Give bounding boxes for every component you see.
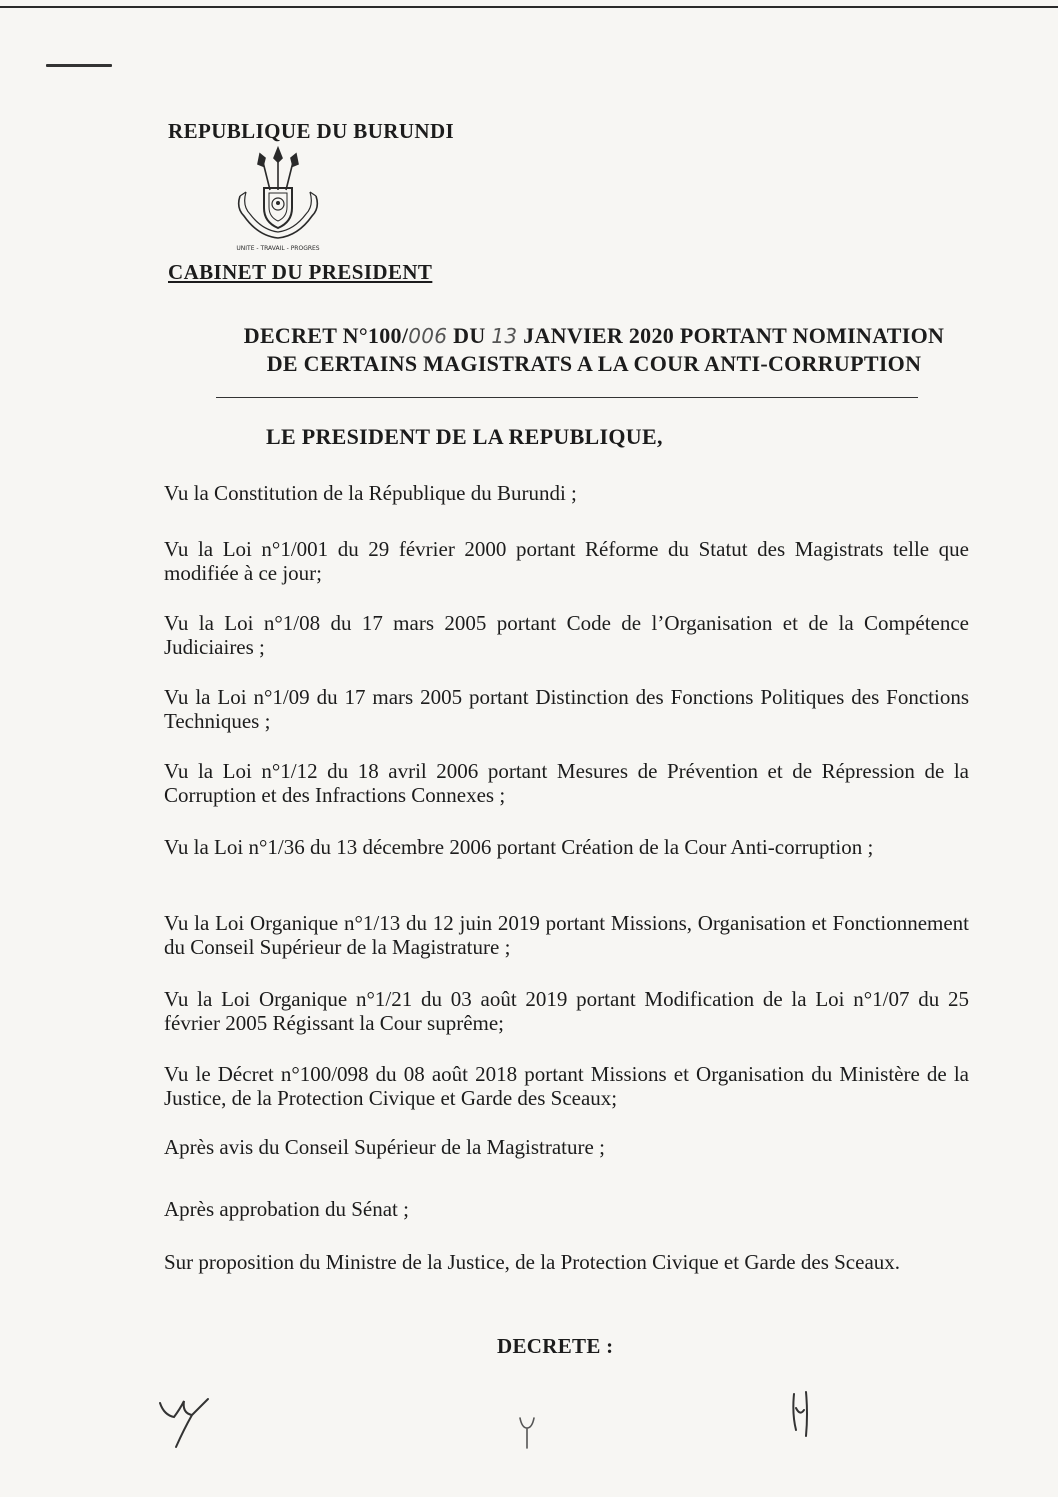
decree-title-line-1 [170, 322, 1018, 350]
handwritten-decree-day: 13 [491, 324, 518, 348]
scan-top-edge [0, 6, 1058, 8]
visa-paragraph: Sur proposition du Ministre de la Justice, de la Protection Civique et Garde des Sceaux. [164, 1250, 901, 1274]
decree-title-suffix: JANVIER 2020 PORTANT NOMINATION [517, 323, 945, 348]
handwritten-decree-number: 006 [408, 324, 448, 348]
burundi-coat-of-arms-icon [226, 146, 330, 254]
decree-title [170, 322, 1018, 378]
emblem-motto: UNITE - TRAVAIL - PROGRES [236, 245, 320, 252]
paraphe-signature-right [786, 1388, 820, 1442]
paraphe-signature-left [154, 1395, 214, 1451]
decree-title-prefix: DECRET N°100/ [243, 323, 409, 348]
visa-paragraph: Vu la Loi n°1/08 du 17 mars 2005 portant Code de l’Organisation et de la Compétence Judiciaires ; [164, 611, 969, 659]
visa-paragraph: Après approbation du Sénat ; [164, 1197, 409, 1221]
visa-paragraph: Vu la Loi n°1/36 du 13 décembre 2006 portant Création de la Cour Anti-corruption ; [164, 835, 874, 859]
visa-paragraph: Vu la Loi n°1/12 du 18 avril 2006 portant Mesures de Prévention et de Répression de la Corruption et des Infractions Connexes ; [164, 759, 969, 807]
republic-heading: REPUBLIQUE DU BURUNDI [168, 119, 455, 143]
cabinet-heading: CABINET DU PRESIDENT [168, 260, 433, 284]
visa-paragraph: Vu la Loi Organique n°1/21 du 03 août 2019 portant Modification de la Loi n°1/07 du 25 février 2005 Régissant la Cour suprême; [164, 987, 969, 1035]
decree-title-du: DU [447, 323, 492, 348]
title-rule [216, 397, 918, 398]
decrete-heading: DECRETE : [497, 1334, 614, 1358]
president-heading: LE PRESIDENT DE LA REPUBLIQUE, [266, 424, 663, 449]
margin-dash-mark [46, 64, 112, 67]
visa-paragraph: Vu la Constitution de la République du Burundi ; [164, 481, 577, 505]
visa-paragraph: Après avis du Conseil Supérieur de la Magistrature ; [164, 1135, 605, 1159]
visa-paragraph: Vu la Loi Organique n°1/13 du 12 juin 2019 portant Missions, Organisation et Fonctionnement du Conseil Supérieur de la Magistrature ; [164, 911, 969, 959]
decree-title-line-2: DE CERTAINS MAGISTRATS A LA COUR ANTI-CORRUPTION [266, 351, 922, 376]
visa-paragraph: Vu la Loi n°1/09 du 17 mars 2005 portant Distinction des Fonctions Politiques des Fonctions Techniques ; [164, 685, 969, 733]
visa-paragraph: Vu le Décret n°100/098 du 08 août 2018 portant Missions et Organisation du Ministère de la Justice, de la Protection Civique et Garde des Sceaux; [164, 1062, 969, 1110]
visa-paragraph: Vu la Loi n°1/001 du 29 février 2000 portant Réforme du Statut des Magistrats telle que modifiée à ce jour; [164, 537, 969, 585]
paraphe-signature-middle [514, 1412, 540, 1452]
